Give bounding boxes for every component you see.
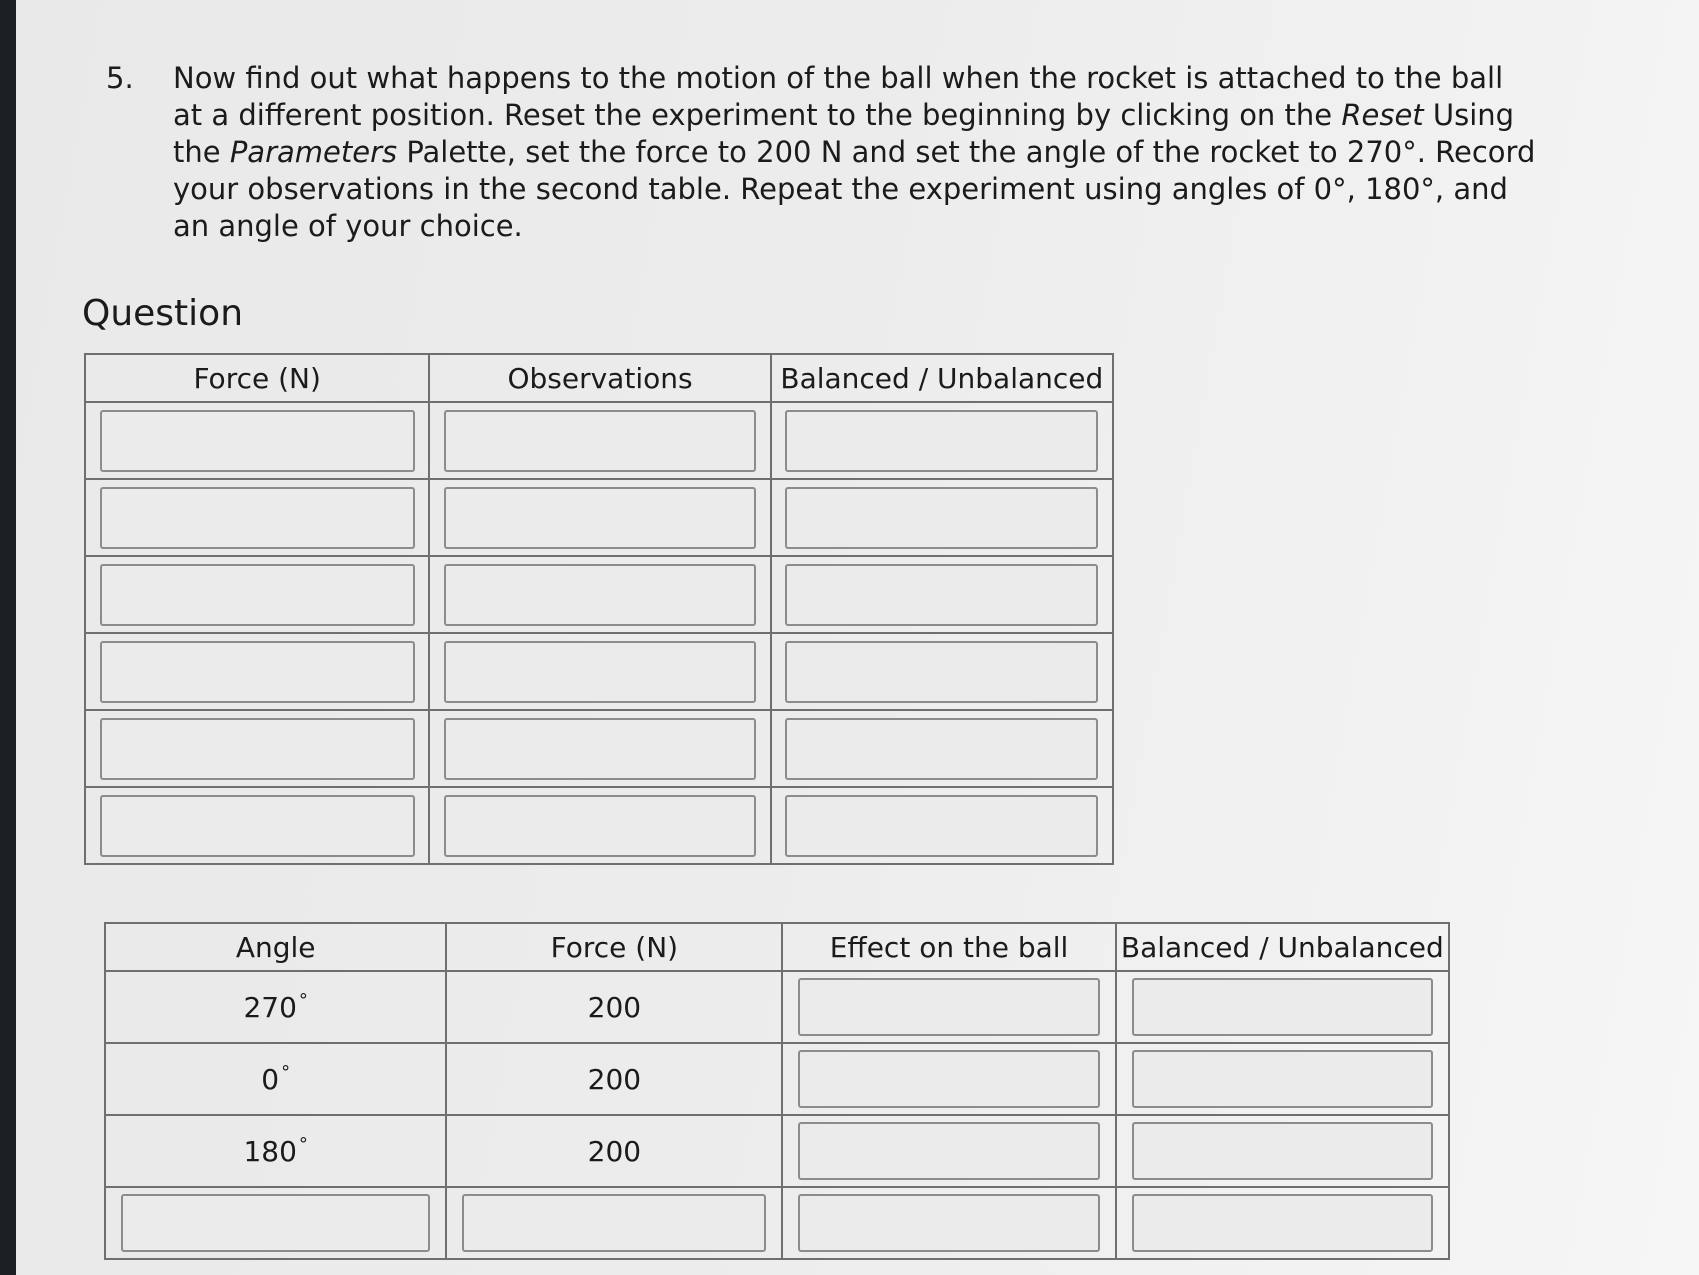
- table-header-row: [85, 354, 1113, 402]
- force-answer-box[interactable]: [100, 795, 415, 857]
- table-row: [85, 556, 1113, 633]
- angle-results-table: [104, 922, 1450, 1260]
- header-balanced-unbalanced: Balanced / Unbalanced: [771, 354, 1113, 402]
- force-value: 200: [587, 1134, 642, 1168]
- worksheet-screen: [16, 0, 1699, 1275]
- balanced-answer-box[interactable]: [785, 641, 1098, 703]
- header-balanced-unbalanced: Balanced / Unbalanced: [1116, 923, 1449, 971]
- table-row: [105, 1043, 1449, 1115]
- angle-value: 270: [243, 991, 297, 1024]
- degree-symbol: °: [298, 1134, 308, 1155]
- observation-answer-box[interactable]: [444, 564, 756, 626]
- header-effect-on-ball: Effect on the ball: [782, 923, 1115, 971]
- table-row: [85, 402, 1113, 479]
- header-angle: Angle: [105, 923, 446, 971]
- table-row: [85, 710, 1113, 787]
- table-row: [85, 633, 1113, 710]
- table-row: [105, 1187, 1449, 1259]
- balanced-answer-box[interactable]: [1132, 1194, 1434, 1252]
- balanced-answer-box[interactable]: [1132, 1050, 1434, 1108]
- angle-answer-box[interactable]: [121, 1194, 430, 1252]
- balanced-answer-box[interactable]: [785, 795, 1098, 857]
- balanced-answer-box[interactable]: [1132, 1122, 1434, 1180]
- force-answer-box[interactable]: [100, 564, 415, 626]
- table-row: [85, 479, 1113, 556]
- force-answer-box[interactable]: [100, 487, 415, 549]
- balanced-answer-box[interactable]: [785, 718, 1098, 780]
- force-answer-box[interactable]: [100, 641, 415, 703]
- parameters-word: Parameters: [229, 135, 398, 169]
- question-heading: Question: [82, 293, 244, 334]
- table-row: [105, 1115, 1449, 1187]
- effect-answer-box[interactable]: [798, 1122, 1099, 1180]
- force-answer-box[interactable]: [100, 410, 415, 472]
- table-row: [85, 787, 1113, 864]
- table-header-row: [105, 923, 1449, 971]
- step-number: 5.: [106, 61, 134, 95]
- procedure-step-5: [106, 60, 1536, 245]
- header-force: Force (N): [446, 923, 782, 971]
- balanced-answer-box[interactable]: [785, 564, 1098, 626]
- force-value: 200: [587, 990, 642, 1024]
- table-row: [105, 971, 1449, 1043]
- effect-answer-box[interactable]: [798, 978, 1099, 1036]
- effect-answer-box[interactable]: [798, 1194, 1099, 1252]
- observations-table: [84, 353, 1114, 865]
- observation-answer-box[interactable]: [444, 487, 756, 549]
- step-text: Now find out what happens to the motion of the ball when the rocket is attached to the ball at a different position. Reset the experiment to the beginning by clicking on the Reset Using the Parameters Palette, set the force to 200 N and set the angle of the rocket to 270°. Record your observations in the second table. Repeat the experiment using angles of 0°, 180°, and an angle of your choice.: [173, 61, 1536, 243]
- observation-answer-box[interactable]: [444, 795, 756, 857]
- force-answer-box[interactable]: [462, 1194, 766, 1252]
- balanced-answer-box[interactable]: [785, 487, 1098, 549]
- balanced-answer-box[interactable]: [1132, 978, 1434, 1036]
- force-value: 200: [587, 1062, 642, 1096]
- degree-symbol: °: [281, 1062, 291, 1083]
- degree-symbol: °: [298, 990, 308, 1011]
- angle-value: 180: [243, 1135, 297, 1168]
- observation-answer-box[interactable]: [444, 641, 756, 703]
- header-observations: Observations: [429, 354, 770, 402]
- observation-answer-box[interactable]: [444, 410, 756, 472]
- angle-value: 0: [261, 1063, 280, 1096]
- effect-answer-box[interactable]: [798, 1050, 1099, 1108]
- force-answer-box[interactable]: [100, 718, 415, 780]
- header-force: Force (N): [85, 354, 429, 402]
- reset-word: Reset: [1341, 98, 1424, 132]
- observation-answer-box[interactable]: [444, 718, 756, 780]
- balanced-answer-box[interactable]: [785, 410, 1098, 472]
